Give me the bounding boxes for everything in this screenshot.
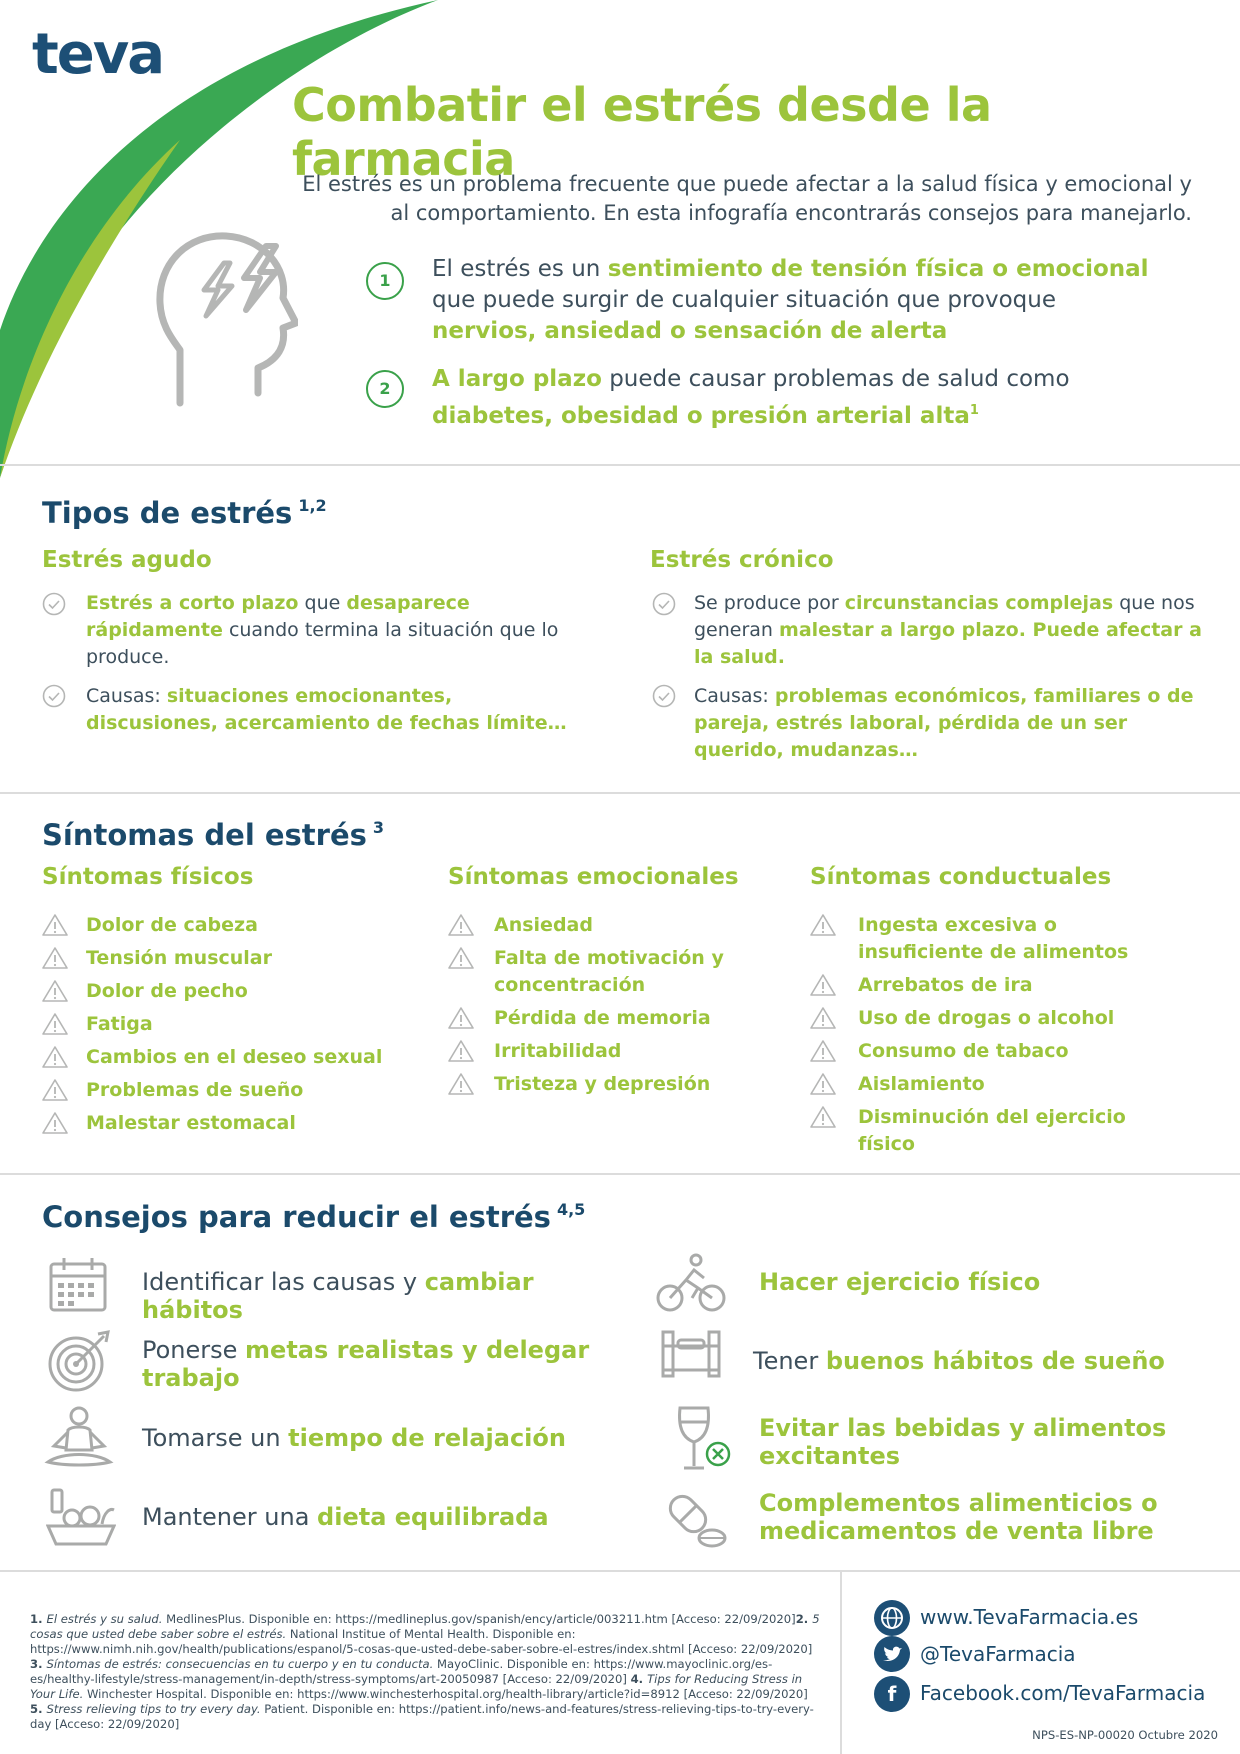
sintomas-conductuales-heading: Síntomas conductuales: [810, 864, 1112, 890]
check-circle-icon: [42, 592, 66, 616]
warning-icon: [42, 1078, 68, 1102]
facebook-link[interactable]: Facebook.com/TevaFarmacia: [920, 1681, 1206, 1705]
symptom-item: Falta de motivación y concentración: [494, 947, 724, 996]
meditation-icon: [44, 1406, 114, 1470]
section-divider: [0, 1173, 1240, 1175]
symptom-item: Uso de drogas o alcohol: [858, 1007, 1115, 1029]
bicycle-icon: [656, 1252, 726, 1314]
warning-icon: [810, 1039, 836, 1063]
warning-icon: [448, 1039, 474, 1063]
symptom-item: Aislamiento: [858, 1073, 985, 1095]
warning-icon: [810, 1072, 836, 1096]
tip-ejercicio: Hacer ejercicio físico: [759, 1268, 1041, 1296]
check-circle-icon: [42, 684, 66, 708]
symptom-item: Ansiedad: [494, 914, 593, 936]
document-code: NPS-ES-NP-00020 Octubre 2020: [1032, 1728, 1218, 1742]
sintomas-heading: Síntomas del estrés $^3$: [42, 818, 385, 852]
section-divider: [0, 792, 1240, 794]
sintomas-emocionales-heading: Síntomas emocionales: [448, 864, 739, 890]
warning-icon: [448, 913, 474, 937]
food-icon: [46, 1486, 116, 1548]
footer-divider: [840, 1572, 842, 1754]
references: 1. El estrés y su salud. MedlinesPlus. Disponible en: https://medlineplus.gov/spanish/ency/article/003211.htm [Acceso: 22/09/2020]2. 5 cosas que usted debe saber sobre el estrés. National Institue of Mental Health. Disponible en: https://www.nimh.nih.gov/health/publications/espanol/5-cosas-que-usted-debe-saber-sobre-el-estres/index.shtml [Acceso: 22/09/2020] 3. Síntomas de estrés: consecuencias en tu cuerpo y en tu conducta. MayoClinic. Disponible en: https://www.mayoclinic.org/es-es/healthy-lifestyle/stress-management/in-depth/stress-symptoms/art-20050987 [Acceso: 22/09/2020] 4. Tips for Reducing Stress in Your Life. Winchester Hospital. Disponible en: https://www.winchesterhospital.org/health-library/article?id=8912 [Acceso: 22/09/2020] 5. Stress relieving tips to try every day. Patient. Disponible en: https://patient.info/news-and-features/stress-relieving-tips-to-try-every-day [Acceso: 22/09/2020]: [30, 1612, 820, 1731]
tip-complementos: Complementos alimenticios o medicamentos de venta libre: [759, 1489, 1158, 1545]
warning-icon: [448, 1072, 474, 1096]
warning-icon: [42, 1045, 68, 1069]
warning-icon: [810, 1105, 836, 1129]
symptom-item: Arrebatos de ira: [858, 974, 1033, 996]
point-1-text: El estrés es un sentimiento de tensión física o emocional que puede surgir de cualquier situación que provoque nervios, ansiedad o sensación de alerta: [432, 256, 1149, 344]
symptom-item: Cambios en el deseo sexual: [86, 1046, 383, 1068]
warning-icon: [810, 913, 836, 937]
number-badge-2: 2: [366, 370, 404, 408]
warning-icon: [810, 973, 836, 997]
globe-icon: [874, 1600, 910, 1636]
symptom-item: Tristeza y depresión: [494, 1073, 711, 1095]
tip-metas-realistas: Ponerse metas realistas y delegar trabajo: [142, 1336, 590, 1392]
symptom-item: Dolor de pecho: [86, 980, 248, 1002]
symptom-item: Dolor de cabeza: [86, 914, 258, 936]
estres-cronico-heading: Estrés crónico: [650, 547, 834, 573]
warning-icon: [42, 913, 68, 937]
check-circle-icon: [652, 592, 676, 616]
head-stress-icon: [148, 228, 298, 418]
tipos-heading: Tipos de estrés $^{1,2}$: [42, 496, 327, 530]
symptom-item: Fatiga: [86, 1013, 153, 1035]
twitter-link[interactable]: @TevaFarmacia: [920, 1642, 1076, 1666]
warning-icon: [42, 979, 68, 1003]
target-icon: [46, 1330, 112, 1392]
symptom-item: Problemas de sueño: [86, 1079, 304, 1101]
pills-icon: [664, 1488, 728, 1550]
symptom-item: Disminución del ejercicio físico: [858, 1106, 1126, 1155]
warning-icon: [42, 946, 68, 970]
bed-icon: [660, 1330, 722, 1380]
warning-icon: [42, 1111, 68, 1135]
symptom-item: Pérdida de memoria: [494, 1007, 711, 1029]
twitter-icon: [874, 1636, 910, 1672]
tip-cambiar-habitos: Identificar las causas y cambiar hábitos: [142, 1268, 534, 1324]
agudo-item-1: Estrés a corto plazo que desaparece rápidamente cuando termina la situación que lo produce.: [86, 592, 559, 668]
point-2-text: A largo plazo puede causar problemas de salud como diabetes, obesidad o presión arterial alta$^1$: [432, 366, 1070, 429]
estres-agudo-heading: Estrés agudo: [42, 547, 212, 573]
warning-icon: [42, 1012, 68, 1036]
teva-logo: teva: [32, 22, 164, 87]
cronico-item-1: Se produce por circunstancias complejas que nos generan malestar a largo plazo. Puede afectar a la salud.: [694, 592, 1202, 668]
tip-sueno: Tener buenos hábitos de sueño: [753, 1347, 1165, 1375]
tip-dieta: Mantener una dieta equilibrada: [142, 1503, 549, 1531]
agudo-item-2: Causas: situaciones emocionantes, discusiones, acercamiento de fechas límite…: [86, 685, 567, 734]
section-divider: [0, 464, 1240, 466]
facebook-icon: f: [874, 1676, 910, 1712]
symptom-item: Tensión muscular: [86, 947, 272, 969]
intro-text: El estrés es un problema frecuente que puede afectar a la salud física y emocional y al comportamiento. En esta infografía encontrarás consejos para manejarlo.: [302, 172, 1192, 225]
warning-icon: [810, 1006, 836, 1030]
warning-icon: [448, 946, 474, 970]
symptom-item: Ingesta excesiva o insuficiente de alimentos: [858, 914, 1129, 963]
section-divider: [0, 1570, 1240, 1572]
number-badge-1: 1: [366, 262, 404, 300]
symptom-item: Malestar estomacal: [86, 1112, 296, 1134]
page-title: Combatir el estrés desde la farmacia: [292, 78, 992, 186]
sintomas-fisicos-heading: Síntomas físicos: [42, 864, 254, 890]
website-link[interactable]: www.TevaFarmacia.es: [920, 1605, 1139, 1629]
no-wine-icon: [674, 1404, 734, 1474]
calendar-icon: [48, 1256, 108, 1312]
warning-icon: [448, 1006, 474, 1030]
symptom-item: Irritabilidad: [494, 1040, 622, 1062]
consejos-heading: Consejos para reducir el estrés $^{4,5}$: [42, 1200, 586, 1234]
check-circle-icon: [652, 684, 676, 708]
tip-relajacion: Tomarse un tiempo de relajación: [142, 1424, 566, 1452]
tip-bebidas: Evitar las bebidas y alimentos excitantes: [759, 1414, 1167, 1470]
symptom-item: Consumo de tabaco: [858, 1040, 1069, 1062]
cronico-item-2: Causas: problemas económicos, familiares o de pareja, estrés laboral, pérdida de un ser querido, mudanzas…: [694, 685, 1194, 761]
